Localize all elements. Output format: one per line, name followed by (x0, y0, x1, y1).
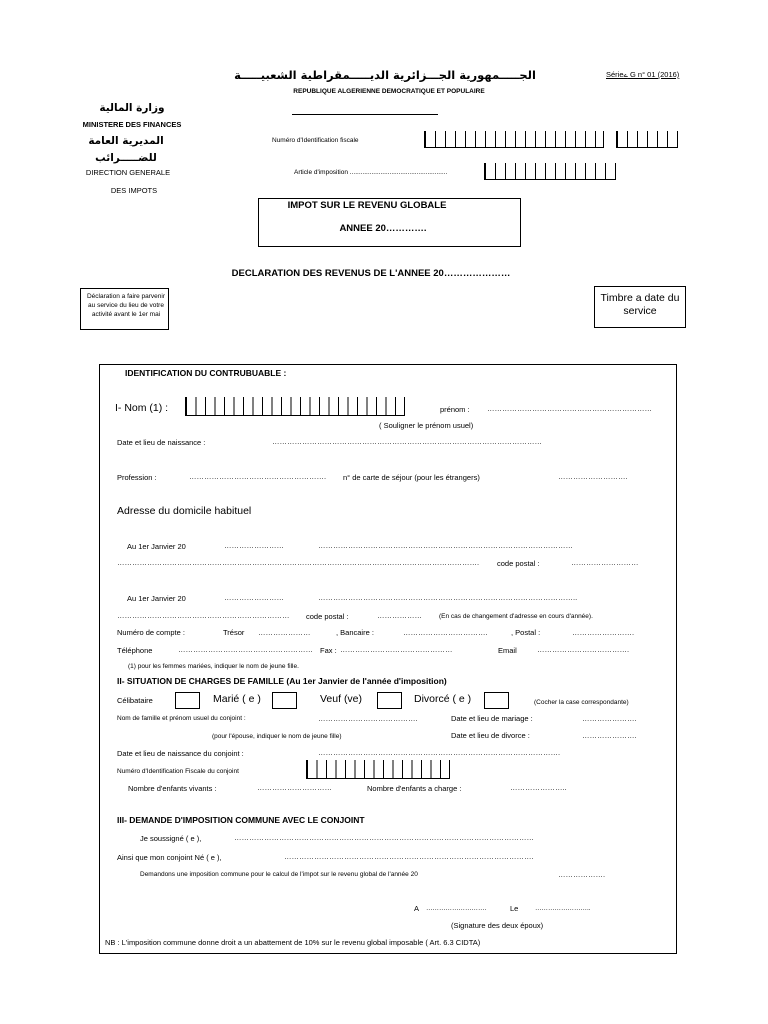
email-field[interactable]: ………………………………. (537, 645, 630, 654)
divorce-checkbox[interactable] (484, 692, 509, 709)
soussigne-field[interactable]: ………………………………………………………………………………………………………… (234, 833, 534, 842)
direction-french-2: DES IMPOTS (110, 186, 158, 195)
nif-key-input[interactable] (616, 131, 678, 148)
nif-label: Numéro d'Identification fiscale (272, 137, 359, 144)
family-heading: II- SITUATION DE CHARGES DE FAMILLE (Au 1er Janvier de l'année d'imposition) (117, 676, 447, 686)
address1-field[interactable]: ………………………………………………………………………………………………………………………………. (117, 558, 480, 567)
birth-label: Date et lieu de naissance : (117, 438, 206, 447)
conjoint-field[interactable]: ………………………………………………………………………………………. (284, 852, 534, 861)
notice-line-1: Déclaration a faire parvenir (86, 293, 166, 300)
birth-field[interactable]: ……………………………………………………………………………………………… (272, 437, 542, 446)
tresor-field[interactable]: ………………… (258, 628, 311, 637)
email-label: Email (498, 646, 517, 655)
soussigne-label: Je soussigné ( e ), (140, 834, 202, 843)
celibataire-label: Célibataire (117, 696, 153, 705)
postal-field[interactable]: ……………………. (572, 628, 635, 637)
tresor-label: Trésor (223, 628, 245, 637)
form-series: Sérieے G n° 01 (2016) (606, 70, 680, 79)
prenom-label: prénom : (440, 405, 470, 414)
tax-year: ANNEE 20…………. (339, 223, 427, 234)
jan1-address-field[interactable]: ………………………………………………………………………………………… (318, 541, 573, 550)
children-field[interactable]: ………………………… (257, 783, 332, 792)
tax-title: IMPOT SUR LE REVENU GLOBALE (287, 200, 447, 211)
divorce-date-field[interactable]: …………………. (582, 731, 637, 740)
dependents-field[interactable]: ………………….. (510, 783, 567, 792)
jan1-year-field[interactable]: …………………… (224, 541, 284, 550)
declaration-title: DECLARATION DES REVENUS DE L'ANNEE 20………………… (231, 268, 511, 279)
place-label: A (414, 904, 420, 913)
header-rule (292, 114, 438, 115)
postal-label: , Postal : (511, 628, 541, 637)
jan2-label: Au 1er Janvier 20 (127, 594, 186, 603)
nif-input[interactable] (424, 131, 604, 148)
spouse-birth-label: Date et lieu de naissance du conjoint : (117, 749, 244, 758)
marriage-field[interactable]: …………………. (582, 714, 637, 723)
carte-field[interactable]: ………………………. (558, 472, 628, 481)
code-postal-2-field[interactable]: ……………… (377, 611, 422, 620)
telephone-field[interactable]: ……………………………………………… (178, 645, 313, 654)
signature-label: (Signature des deux époux) (451, 921, 544, 930)
address-heading: Adresse du domicile habituel (117, 505, 252, 517)
fax-field[interactable]: ……………………………………… (340, 645, 453, 654)
profession-label: Profession : (117, 473, 157, 482)
divorce-date-label: Date et lieu de divorce : (451, 731, 530, 740)
celibataire-checkbox[interactable] (175, 692, 200, 709)
joint-heading: III- DEMANDE D'IMPOSITION COMMUNE AVEC LE CONJOINT (117, 815, 365, 825)
notice-line-3: activité avant le 1er mai (91, 311, 161, 318)
check-note: (Cocher la case correspondante) (534, 699, 629, 706)
direction-arabic-1: المديرية العامة (88, 135, 164, 147)
ministry-arabic: وزارة المالية (99, 102, 165, 114)
nb-note: NB : L'imposition commune donne droit a un abattement de 10% sur le revenu global imposable ( Art. 6.3 CIDTA) (105, 938, 481, 947)
republic-french: REPUBLIQUE ALGERIENNE DEMOCRATIQUE ET POPULAIRE (293, 88, 485, 95)
spouse-name-label: Nom de famille et prénom usuel du conjoint : (117, 715, 246, 722)
code-postal-1-label: code postal : (497, 559, 540, 568)
profession-field[interactable]: ………………………………………………. (189, 472, 327, 481)
marriage-label: Date et lieu de mariage : (451, 714, 533, 723)
prenom-field[interactable]: ………………………………………………………… (487, 404, 652, 413)
nom-label: I- Nom (1) : (115, 402, 169, 414)
carte-label: n° de carte de séjour (pour les étrangers) (343, 473, 480, 482)
spouse-birth-field[interactable]: ……………………………………………………………………………………. (318, 748, 561, 757)
date-label: Le (510, 904, 519, 913)
stamp-line-2: service (623, 305, 657, 317)
code-postal-2-label: code postal : (306, 612, 349, 621)
children-label: Nombre d'enfants vivants : (128, 784, 217, 793)
divorce-label: Divorcé ( e ) (414, 693, 472, 705)
marie-checkbox[interactable] (272, 692, 297, 709)
spouse-name-field[interactable]: …………………………………. (318, 714, 418, 723)
spouse-nif-label: Numéro d'Identification Fiscale du conjoint (117, 768, 239, 775)
telephone-label: Téléphone (117, 646, 153, 655)
ministry-french: MINISTERE DES FINANCES (82, 120, 182, 129)
jan1-label: Au 1er Janvier 20 (127, 542, 186, 551)
veuf-checkbox[interactable] (377, 692, 402, 709)
bancaire-label: , Bancaire : (336, 628, 374, 637)
place-field[interactable]: ………………………. (426, 905, 487, 912)
date-field[interactable]: …………………….. (535, 905, 591, 912)
nom-input[interactable] (185, 397, 405, 416)
prenom-note: ( Souligner le prénom usuel) (379, 421, 474, 430)
article-label: Article d'imposition ...................................................... (294, 169, 448, 176)
veuf-label: Veuf (ve) (320, 693, 363, 705)
code-postal-1-field[interactable]: ……………………… (571, 558, 639, 567)
spouse-maiden-note: (pour l'épouse, indiquer le nom de jeune fille) (212, 733, 342, 740)
article-input[interactable] (484, 163, 616, 180)
notice-line-2: au service du lieu de votre (88, 302, 164, 309)
main-form-frame (99, 364, 677, 954)
name-footnote: (1) pour les femmes mariées, indiquer le nom de jeune fille. (128, 663, 299, 670)
stamp-line-1: Timbre a date du (600, 292, 680, 304)
address-change-note: (En cas de changement d'adresse en cours d'année). (439, 613, 593, 620)
republic-arabic: الجـــــمهورية الجـــزائرية الديـــــمقراطية الشعبيـــــة (234, 68, 536, 82)
joint-request-text: Demandons une imposition commune pour le calcul de l'impot sur le revenu global de l'année 20 (140, 871, 418, 878)
identification-heading: IDENTIFICATION DU CONTRUBUABLE : (125, 368, 287, 378)
jan2-address-field[interactable]: ………………………………………………………………………………………….. (318, 593, 578, 602)
dependents-label: Nombre d'enfants a charge : (367, 784, 462, 793)
direction-arabic-2: للضـــــرائب (95, 152, 157, 164)
spouse-nif-input[interactable] (306, 760, 450, 779)
conjoint-label: Ainsi que mon conjoint Né ( e ), (117, 853, 222, 862)
direction-french-1: DIRECTION GENERALE (85, 168, 171, 177)
fax-label: Fax : (320, 646, 337, 655)
bancaire-field[interactable]: ……………………………. (403, 628, 488, 637)
jan2-year-field[interactable]: …………………… (224, 593, 284, 602)
marie-label: Marié ( e ) (213, 693, 261, 705)
compte-label: Numéro de compte : (117, 628, 185, 637)
joint-year-field[interactable]: ………………. (558, 870, 606, 879)
address2-field[interactable]: …………………………………………………………… (117, 611, 290, 620)
